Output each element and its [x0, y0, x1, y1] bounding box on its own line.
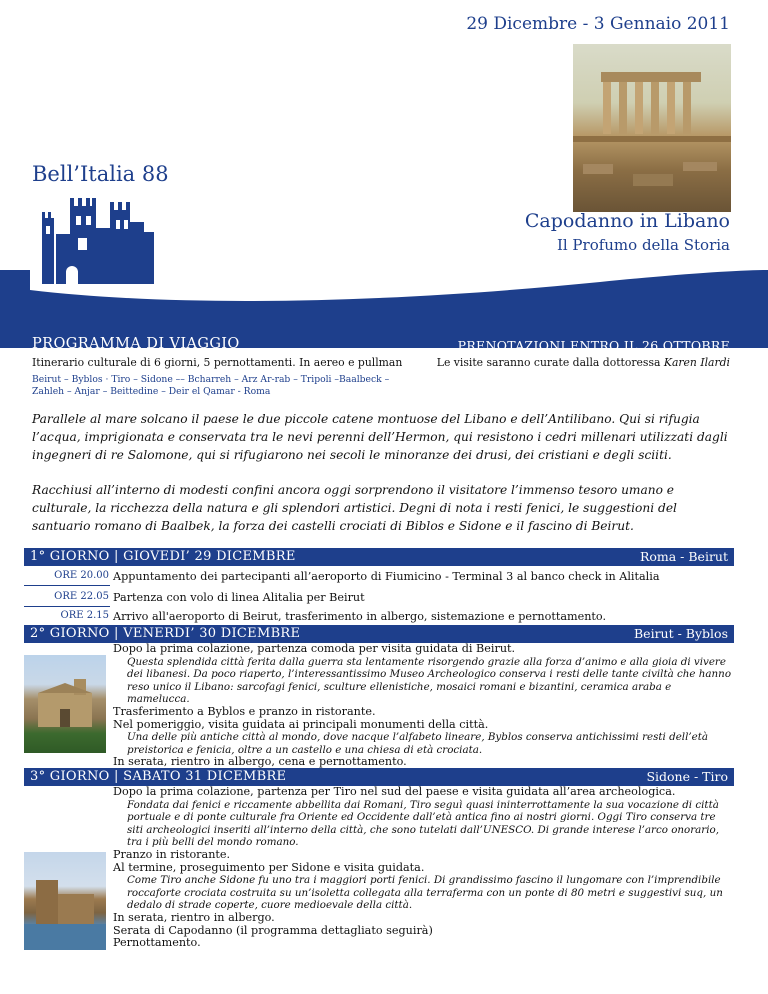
day-text: Dopo la prima colazione, partenza comoda per visita guidata di Beirut.: [113, 642, 516, 655]
day-title: 3° GIORNO | SABATO 31 DICEMBRE: [30, 769, 287, 784]
itinerary-summary: Itinerario culturale di 6 giorni, 5 pernottamenti. In aereo e pullman: [32, 356, 403, 369]
guide-name: Karen Ilardi: [663, 356, 730, 369]
day-note: Una delle più antiche città al mondo, dove nacque l’alfabeto lineare, Byblos conserva antichissimi resti dell’età preistorica e fenicia, oltre a un castello e una chiesa di età crociata.: [127, 731, 709, 756]
route-line: Beirut – Byblos · Tiro – Sidone –– Bcharreh – Arz Ar-rab – Tripoli –Baalbeck –: [32, 374, 390, 385]
guide-note: [437, 356, 730, 369]
booking-deadline: PRENOTAZIONI ENTRO IL 26 OTTOBRE: [457, 338, 730, 353]
intro-paragraph: Racchiusi all’interno di modesti confini ancora oggi sorprendono il visitatore l’immenso tesoro umano e culturale, la ricchezza della natura e gli splendori artistici. Degni di nota i resti fenici, le suggestioni del santuario romano di Baalbek, la forza dei castelli crociati di Biblos e Sidone e il fascino di Beirut.: [32, 483, 677, 533]
day-description: [113, 643, 733, 769]
schedule-text: Partenza con volo di linea Alitalia per Beirut: [113, 591, 365, 604]
date-range: 29 Dicembre - 3 Gennaio 2011: [466, 14, 730, 34]
day-text: Trasferimento a Byblos e pranzo in ristorante.: [113, 704, 376, 718]
event-subtitle: Il Profumo della Storia: [556, 236, 730, 254]
schedule-text: Appuntamento dei partecipanti all’aeroporto di Fiumicino - Terminal 3 al banco check in Alitalia: [113, 570, 660, 583]
baalbek-temple-photo: [573, 44, 731, 212]
schedule-time: ORE 22.05: [54, 591, 109, 602]
day-title: 1° GIORNO | GIOVEDI’ 29 DICEMBRE: [30, 549, 296, 564]
castle-logo-icon: [38, 192, 158, 284]
day-text: Al termine, proseguimento per Sidone e visita guidata.: [113, 860, 425, 874]
divider: [24, 585, 110, 586]
schedule-text: Arrivo all'aeroporto di Beirut, trasferimento in albergo, sistemazione e pernottamento.: [113, 610, 607, 623]
day-header: [24, 548, 734, 566]
schedule-row: [24, 588, 734, 608]
byblos-church-icon: [24, 655, 106, 753]
guide-note-prefix: Le visite saranno curate dalla dottoressa: [436, 356, 661, 369]
day-text: Dopo la prima colazione, partenza per Tiro nel sud del paese e visita guidata all’area archeologica.: [113, 785, 676, 798]
section-title-program: PROGRAMMA DI VIAGGIO: [32, 336, 240, 352]
event-title: Capodanno in Libano: [524, 210, 730, 232]
sea-castle-icon: [24, 852, 106, 950]
day-route: Beirut - Byblos: [634, 626, 728, 641]
route-line: Zahleh – Anjar – Beittedine – Deir el Qamar - Roma: [32, 386, 271, 397]
day-text: Serata di Capodanno (il programma dettagliato seguirà): [113, 923, 433, 937]
day-text: Pernottamento.: [113, 936, 201, 950]
route-list: [32, 374, 432, 398]
byblos-church-photo: [24, 655, 106, 753]
schedule-row: [24, 607, 734, 627]
schedule-row: [24, 567, 734, 587]
day-route: Roma - Beirut: [639, 549, 728, 564]
schedule-time: ORE 20.00: [54, 570, 109, 581]
day-route: Sidone - Tiro: [646, 769, 728, 784]
day-text: In serata, rientro in albergo, cena e pernottamento.: [113, 755, 407, 769]
brand-name: Bell’Italia 88: [32, 162, 169, 186]
day-note: Fondata dai fenici e riccamente abbellita dai Romani, Tiro seguì quasi ininterrottamente la sua vocazione di città portuale e di ponte culturale fra Oriente ed Occidente dall’età antica fino ai nostri giorni. Oggi Tiro conserva tre siti archeologici inseriti all’interno della città, che sono tutelati dall’UNESCO. Di grande interese l’arco onorario, tra i più belli del mondo romano.: [127, 798, 719, 849]
day-description: [113, 786, 733, 950]
day-note: Come Tiro anche Sidone fu uno tra i maggiori porti fenici. Di grandissimo fascino il lungomare con l’imprendibile roccaforte crociata costruita su un’isoletta collegata alla terraferma con un ponte di 80 metri e suggestivi suq, un dedalo di strade coperte, cuore medioevale della città.: [127, 874, 723, 912]
day-header: [24, 768, 734, 786]
day-title: 2° GIORNO | VENERDI’ 30 DICEMBRE: [30, 626, 301, 641]
day-note: Questa splendida città ferita dalla guerra sta lentamente risorgendo grazie alla forza d’animo e alla gioia di vivere dei libanesi. Da poco riaperto, l’interessantissimo Museo Archeologico conserva i resti delle tante civiltà che hanno reso unico il Libano: sarcofagi fenici, sculture ellenistiche, mosaici romani e bizantini, ceramica araba e mamelucca.: [127, 655, 732, 706]
sidon-castle-photo: [24, 852, 106, 950]
day-text: Pranzo in ristorante.: [113, 847, 231, 861]
day-text: In serata, rientro in albergo.: [113, 910, 275, 924]
baalbek-columns-icon: [573, 44, 731, 212]
schedule-time: ORE 2.15: [60, 610, 109, 621]
day-text: Nel pomeriggio, visita guidata ai principali monumenti della città.: [113, 717, 489, 731]
day-header: [24, 625, 734, 643]
intro-paragraph: Parallele al mare solcano il paese le due piccole catene montuose del Libano e dell’Antilibano. Qui si rifugia l’acqua, imprigionata e conservata tra le nevi perenni dell’Hermon, qui resistono i cedri millenari utilizzati dagli ingegneri di re Salomone, qui si rifugiarono nei secoli le minoranze dei drusi, dei cristiani e degli sciiti.: [32, 412, 728, 462]
